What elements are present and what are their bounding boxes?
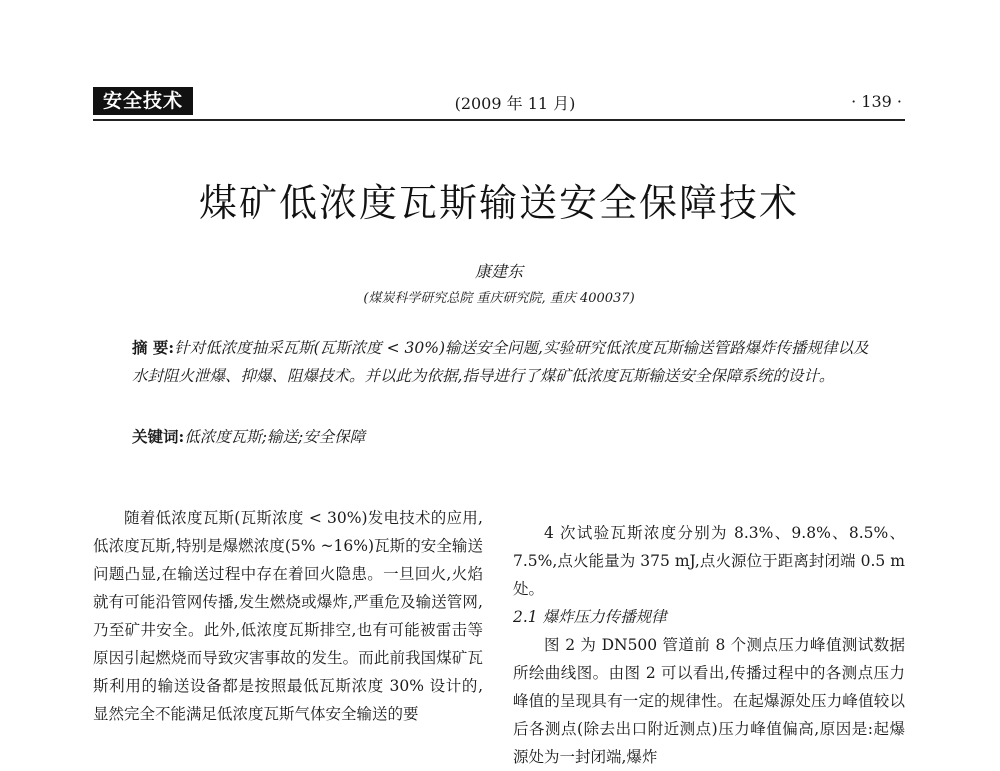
- abstract-label: 摘 要:: [132, 338, 175, 357]
- body-paragraph: 随着低浓度瓦斯(瓦斯浓度 < 30%)发电技术的应用,低浓度瓦斯,特别是爆燃浓度(5% ~16%)瓦斯的安全输送问题凸显,在输送过程中存在着回火隐患。一旦回火,火焰就有可能沿管网传播,发生燃烧或爆炸,严重危及输送管网,乃至矿井安全。此外,低浓度瓦斯排空,也有可能被雷击等原因引起燃烧而导致灾害事故的发生。而此前我国煤矿瓦斯利用的输送设备都是按照最低瓦斯浓度 30% 设计的,显然完全不能满足低浓度瓦斯气体安全输送的要: [93, 509, 483, 723]
- header-rule: [93, 119, 905, 121]
- body-column-right: [513, 519, 905, 771]
- body-paragraph: 4 次试验瓦斯浓度分别为 8.3%、9.8%、8.5%、7.5%,点火能量为 375 mJ,点火源位于距离封闭端 0.5 m 处。: [513, 524, 905, 598]
- body-paragraph: 图 2 为 DN500 管道前 8 个测点压力峰值测试数据所绘曲线图。由图 2 可以看出,传播过程中的各测点压力峰值的呈现具有一定的规律性。在起爆源处压力峰值较以后各测点(除去出口附近测点)压力峰值偏高,原因是:起爆源处为一封闭端,爆炸: [513, 636, 905, 766]
- article-title: 煤矿低浓度瓦斯输送安全保障技术: [198, 181, 799, 225]
- issue-date: (2009 年 11 月): [454, 94, 576, 113]
- keywords: [132, 423, 872, 451]
- body-column-left: [93, 504, 483, 728]
- keywords-label: 关键词:: [132, 427, 185, 446]
- section-heading: 2.1 爆炸压力传播规律: [513, 608, 667, 626]
- article-author: 康建东: [474, 262, 523, 281]
- author-affiliation: (煤炭科学研究总院 重庆研究院, 重庆 400037): [363, 291, 635, 306]
- abstract-text: 针对低浓度抽采瓦斯(瓦斯浓度 < 30%)输送安全问题,实验研究低浓度瓦斯输送管路爆炸传播规律以及水封阻火泄爆、抑爆、阻爆技术。并以此为依据,指导进行了煤矿低浓度瓦斯输送安全保障系统的设计。: [132, 339, 869, 385]
- abstract: [132, 334, 872, 390]
- page-number: · 139 ·: [851, 92, 902, 111]
- section-tag: 安全技术: [93, 87, 193, 115]
- keywords-text: 低浓度瓦斯;输送;安全保障: [184, 428, 366, 446]
